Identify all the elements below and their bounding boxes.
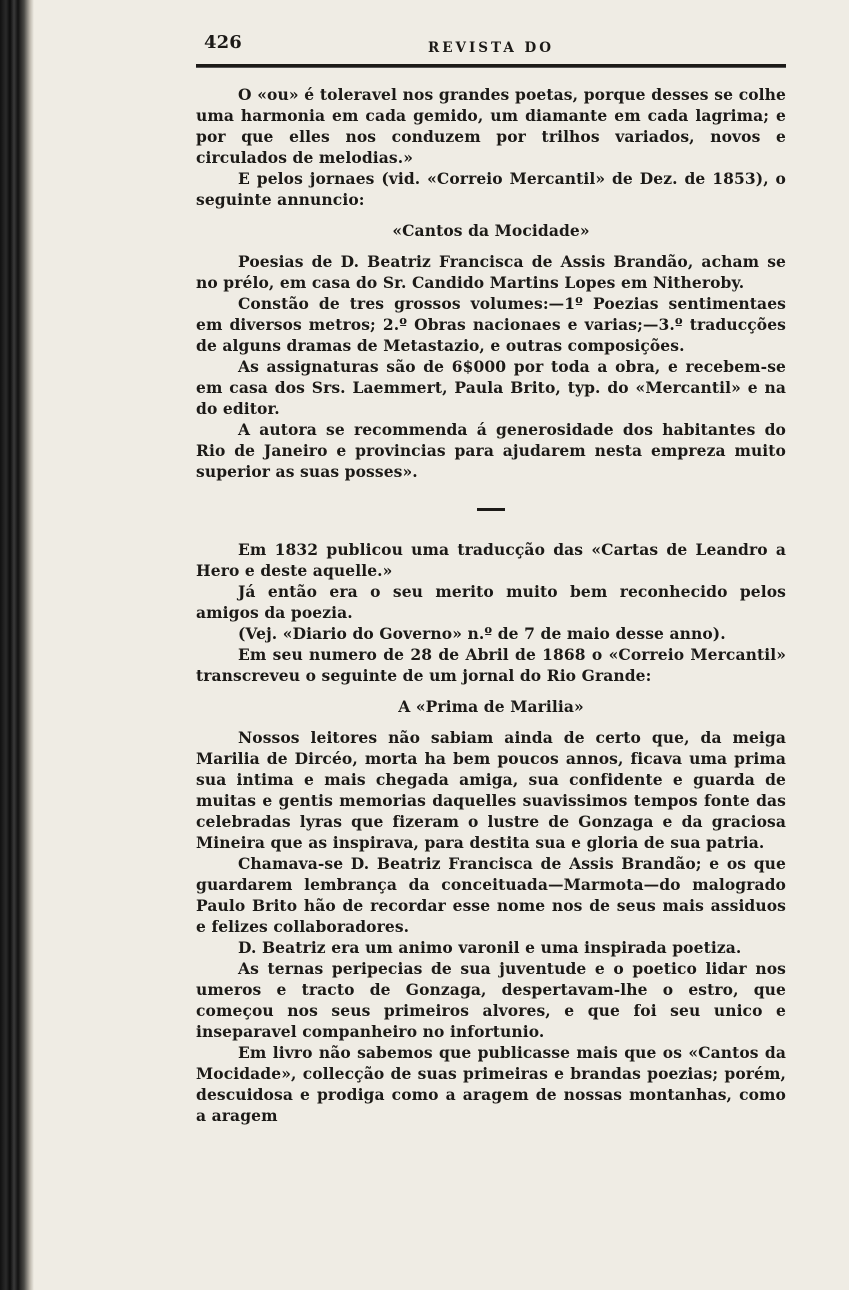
paragraph: Constão de tres grossos volumes:—1º Poezias sentimentaes em diversos metros; 2.º Obras nacionaes e varias;—3.º traducções de alguns dramas de Metastazio, e outras composições.	[196, 294, 786, 355]
paragraph: Em livro não sabemos que publicasse mais que os «Cantos da Mocidade», collecção de suas primeiras e brandas poezias; porém, descuidosa e prodiga como a aragem de nossas montanhas, como a aragem	[196, 1043, 786, 1125]
section-divider	[477, 508, 505, 511]
paragraph: Em seu numero de 28 de Abril de 1868 o «Correio Mercantil» transcreveu o seguinte de um jornal do Rio Grande:	[196, 645, 786, 685]
paragraph: Já então era o seu merito muito bem reconhecido pelos amigos da poezia.	[196, 582, 786, 622]
paragraph: E pelos jornaes (vid. «Correio Mercantil» de Dez. de 1853), o seguinte annuncio:	[196, 169, 786, 209]
paragraph: Em 1832 publicou uma traducção das «Cartas de Leandro a Hero e deste aquelle.»	[196, 540, 786, 580]
book-spine	[0, 0, 34, 1290]
page-body	[196, 84, 786, 1126]
page-number: 426	[204, 32, 242, 53]
running-title: REVISTA DO	[428, 40, 554, 56]
header-rule	[196, 64, 786, 68]
section-heading: A «Prima de Marilia»	[398, 697, 584, 716]
paragraph: Chamava-se D. Beatriz Francisca de Assis Brandão; e os que guardarem lembrança da conceituada—Marmota—do malogrado Paulo Brito hão de recordar esse nome nos de seus mais assiduos e felizes collaboradores.	[196, 854, 786, 936]
paragraph: As assignaturas são de 6$000 por toda a obra, e recebem-se em casa dos Srs. Laemmert, Paula Brito, typ. do «Mercantil» e na do editor.	[196, 357, 786, 418]
paragraph: Poesias de D. Beatriz Francisca de Assis Brandão, acham se no prélo, em casa do Sr. Candido Martins Lopes em Nitheroby.	[196, 252, 786, 292]
running-head	[196, 28, 786, 62]
paragraph: A autora se recommenda á generosidade dos habitantes do Rio de Janeiro e provincias para ajudarem nesta empreza muito superior as suas posses».	[196, 420, 786, 481]
paragraph: As ternas peripecias de sua juventude e o poetico lidar nos umeros e tracto de Gonzaga, despertavam-lhe o estro, que começou nos seus primeiros alvores, e que foi seu unico e inseparavel companheiro no infortunio.	[196, 959, 786, 1041]
paragraph: O «ou» é toleravel nos grandes poetas, porque desses se colhe uma harmonia em cada gemido, um diamante em cada lagrima; e por que elles nos conduzem por trilhos variados, novos e circulados de melodias.»	[196, 85, 786, 167]
paragraph: (Vej. «Diario do Governo» n.º de 7 de maio desse anno).	[238, 624, 726, 643]
page	[196, 28, 786, 1125]
section-heading: «Cantos da Mocidade»	[392, 221, 590, 240]
paragraph: D. Beatriz era um animo varonil e uma inspirada poetiza.	[238, 938, 742, 957]
paragraph: Nossos leitores não sabiam ainda de certo que, da meiga Marilia de Dircéo, morta ha bem poucos annos, ficava uma prima sua intima e mais chegada amiga, sua confidente e guarda de muitas e gentis memorias daquelles suavissimos tempos fonte das celebradas lyras que fizeram o lustre de Gonzaga e da graciosa Mineira que as inspirava, para destita sua e gloria de sua patria.	[196, 728, 786, 852]
